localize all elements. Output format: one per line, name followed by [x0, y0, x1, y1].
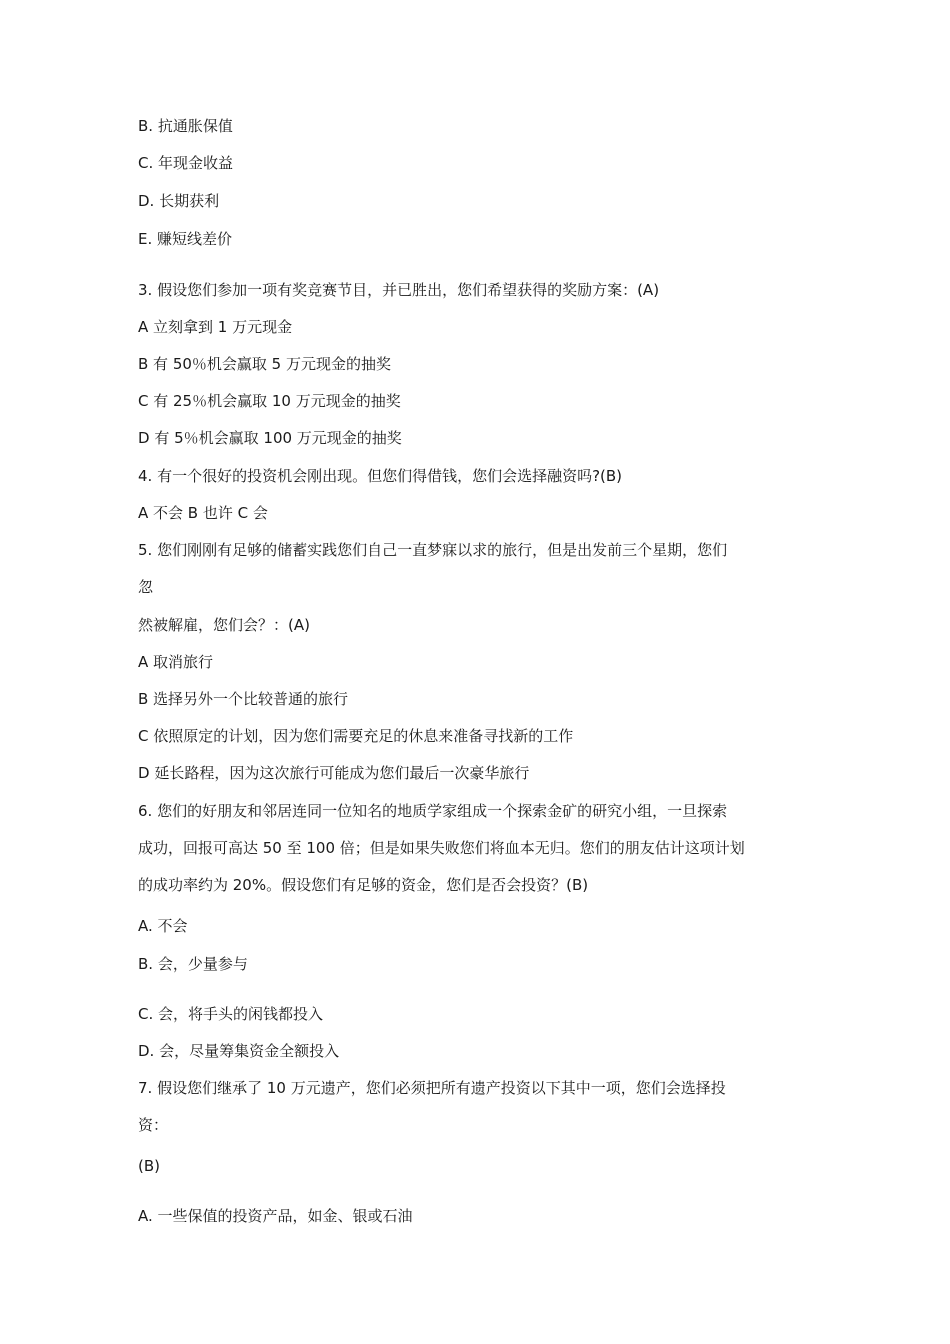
option-line: C 有 25％机会赢取 10 万元现金的抽奖 [138, 392, 401, 410]
option-line: D. 长期获利 [138, 192, 220, 210]
option-line: B. 会，少量参与 [138, 955, 248, 973]
question-line: 成功，回报可高达 50 至 100 倍；但是如果失败您们将血本无归。您们的朋友估计这项计划 [138, 839, 745, 857]
question-line: 3. 假设您们参加一项有奖竞赛节目，并已胜出，您们希望获得的奖励方案：(A) [138, 281, 660, 299]
option-line: A. 一些保值的投资产品，如金、银或石油 [138, 1207, 413, 1225]
option-line: D. 会，尽量筹集资金全额投入 [138, 1042, 340, 1060]
option-line: A 立刻拿到 1 万元现金 [138, 318, 293, 336]
option-line: C. 年现金收益 [138, 154, 234, 172]
question-line: 7. 假设您们继承了 10 万元遗产，您们必须把所有遗产投资以下其中一项，您们会选择投 [138, 1079, 726, 1097]
option-line: B. 抗通胀保值 [138, 117, 233, 135]
option-line: A 不会 B 也许 C 会 [138, 504, 268, 522]
question-line: 4. 有一个很好的投资机会刚出现。但您们得借钱，您们会选择融资吗?(B) [138, 467, 623, 485]
option-line: C 依照原定的计划，因为您们需要充足的休息来准备寻找新的工作 [138, 727, 574, 745]
question-line: 的成功率约为 20%。假设您们有足够的资金，您们是否会投资？(B) [138, 876, 589, 894]
question-line: 然被解雇，您们会？：(A) [138, 616, 310, 634]
option-line: B 有 50％机会赢取 5 万元现金的抽奖 [138, 355, 391, 373]
question-line: 6. 您们的好朋友和邻居连同一位知名的地质学家组成一个探索金矿的研究小组，一旦探索 [138, 802, 728, 820]
question-line: 资： [138, 1116, 169, 1134]
question-line: 忽 [138, 578, 154, 596]
option-line: A. 不会 [138, 917, 188, 935]
option-line: A 取消旅行 [138, 653, 214, 671]
answer-line: (B) [138, 1157, 160, 1175]
option-line: C. 会，将手头的闲钱都投入 [138, 1005, 324, 1023]
option-line: E. 赚短线差价 [138, 230, 233, 248]
option-line: D 延长路程，因为这次旅行可能成为您们最后一次豪华旅行 [138, 764, 530, 782]
option-line: B 选择另外一个比较普通的旅行 [138, 690, 349, 708]
option-line: D 有 5％机会赢取 100 万元现金的抽奖 [138, 429, 402, 447]
question-line: 5. 您们刚刚有足够的储蓄实践您们自己一直梦寐以求的旅行，但是出发前三个星期，您们 [138, 541, 728, 559]
